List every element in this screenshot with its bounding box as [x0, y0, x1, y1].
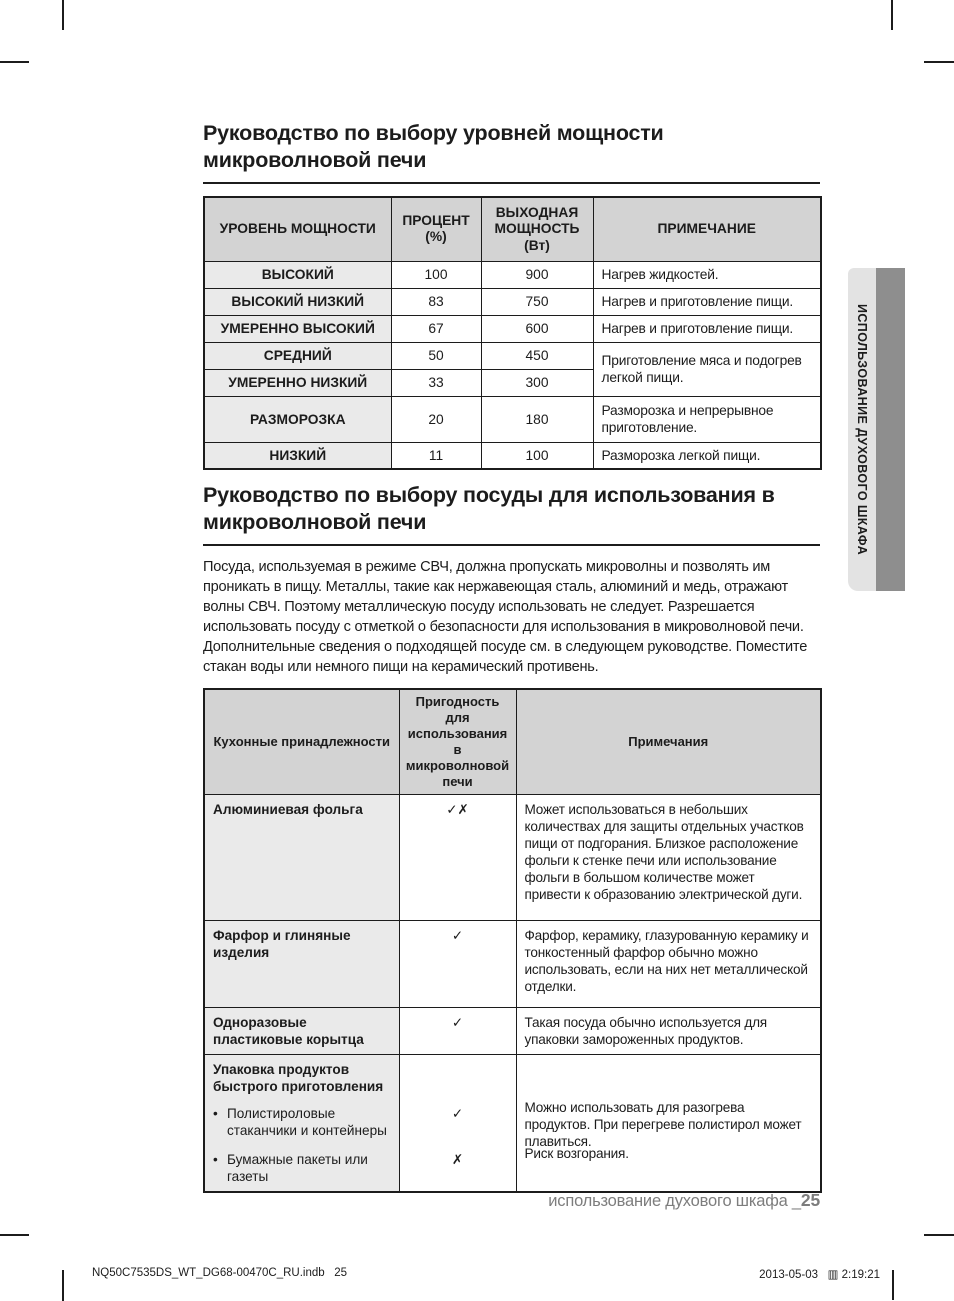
print-timestamp: 2013-05-03 ▥ 2:19:21: [759, 1269, 880, 1281]
power-level-cell: ВЫСОКИЙ НИЗКИЙ: [204, 288, 391, 315]
power-percent-cell: 33: [391, 369, 481, 396]
cookware-note-cell: Можно использовать для разогрева продуктов. При перегреве полистирол может плавиться.: [524, 1100, 802, 1149]
power-note-cell: Разморозка и непрерывное приготовление.: [593, 396, 821, 442]
crop-mark-bottom-left-h: [0, 1234, 29, 1236]
cookware-note-cell: Такая посуда обычно используется для упаковки замороженных продуктов.: [516, 1008, 821, 1055]
print-file-info: NQ50C7535DS_WT_DG68-00470C_RU.indb 25: [92, 1267, 348, 1279]
bullet-marker: •: [213, 1106, 218, 1121]
bullet-marker: •: [213, 1152, 218, 1167]
cookware-item-cell: Фарфор и глиняные изделия: [204, 921, 399, 1008]
suitability-mark: ✓: [399, 921, 516, 1008]
cookware-title-line2: микроволновой печи: [203, 510, 427, 534]
power-col-output-header: ВЫХОДНАЯ МОЩНОСТЬ (Вт): [481, 197, 593, 261]
table-row: [204, 261, 821, 288]
power-percent-cell: 83: [391, 288, 481, 315]
page-footer: [203, 1190, 820, 1211]
cookware-table-header-row: [204, 689, 821, 795]
cookware-intro-paragraph: Посуда, используемая в режиме СВЧ, должна пропускать микроволны и позволять им проникать в пищу. Металлы, такие как нержавеющая сталь, алюминий и медь, отражают волны СВЧ. Поэтому металлическую посуду использовать не следует. Разрешается использовать посуду с отметкой о безопасности для использования в микроволновой печи. Дополнительные сведения о подходящей посуде см. в следующем руководстве. Поместите стакан воды или немного пищи на керамический противень.: [203, 559, 808, 675]
spacer: [525, 1055, 813, 1099]
crop-mark-bottom-left-v: [62, 1270, 64, 1301]
suitability-mark: ✓✗: [399, 795, 516, 921]
cookware-col-suitability-header: Пригодность для использования в микроволновой печи: [399, 689, 516, 795]
crop-mark-top-right-v: [891, 0, 893, 30]
chapter-tab-strip: [876, 268, 905, 591]
cookware-title: [203, 482, 820, 546]
cookware-group-cell: [204, 1055, 399, 1193]
cookware-item-cell: Алюминиевая фольга: [204, 795, 399, 921]
power-level-cell: РАЗМОРОЗКА: [204, 396, 391, 442]
footer-chapter-label: использование духового шкафа _: [548, 1192, 801, 1210]
power-percent-cell: 100: [391, 261, 481, 288]
power-col-note-header: ПРИМЕЧАНИЕ: [593, 197, 821, 261]
spacer: [401, 1062, 515, 1106]
power-levels-title-line1: Руководство по выбору уровней мощности: [203, 121, 664, 145]
power-table-header-row: [204, 197, 821, 261]
power-watts-cell: 600: [481, 315, 593, 342]
cookware-group-item-label: Полистироловые стаканчики и контейнеры: [227, 1106, 387, 1138]
cookware-col-item-header: Кухонные принадлежности: [204, 689, 399, 795]
power-watts-cell: 450: [481, 342, 593, 369]
power-note-cell: Нагрев и приготовление пищи.: [593, 315, 821, 342]
cookware-note-cell: Риск возгорания.: [524, 1146, 629, 1161]
crop-mark-bottom-right-v: [892, 1270, 894, 1300]
power-note-cell: Нагрев и приготовление пищи.: [593, 288, 821, 315]
table-row: [204, 342, 821, 369]
cookware-note-cell: Может использоваться в небольших количествах для защиты отдельных участков пищи от подгорания. Близкое расположение фольги к стенке печи или использование фольги в большом количестве может привести к образованию электрической дуги.: [516, 795, 821, 921]
cookware-group-item-label: Бумажные пакеты или газеты: [227, 1152, 368, 1184]
power-watts-cell: 300: [481, 369, 593, 396]
footer-page-number: 25: [800, 1190, 820, 1210]
power-note-merged-cell: Приготовление мяса и подогрев легкой пищи.: [593, 342, 821, 396]
power-note-cell: Разморозка легкой пищи.: [593, 442, 821, 469]
cookware-table: [203, 688, 822, 1193]
power-level-cell: СРЕДНИЙ: [204, 342, 391, 369]
crop-mark-top-left-v: [62, 0, 64, 30]
power-levels-table: [203, 196, 822, 470]
table-row: [204, 396, 821, 442]
power-note-cell: Нагрев жидкостей.: [593, 261, 821, 288]
cookware-group-label: Упаковка продуктов быстрого приготовления: [213, 1062, 384, 1094]
power-watts-cell: 180: [481, 396, 593, 442]
table-row: [204, 921, 821, 1008]
power-level-cell: УМЕРЕННО ВЫСОКИЙ: [204, 315, 391, 342]
power-col-percent-header: ПРОЦЕНТ (%): [391, 197, 481, 261]
cookware-group-marks-cell: [399, 1055, 516, 1193]
suitability-mark: ✗: [451, 1152, 464, 1167]
power-level-cell: УМЕРЕННО НИЗКИЙ: [204, 369, 391, 396]
cookware-item-cell: Одноразовые пластиковые корытца: [204, 1008, 399, 1055]
power-percent-cell: 20: [391, 396, 481, 442]
power-watts-cell: 750: [481, 288, 593, 315]
table-row: [204, 1008, 821, 1055]
table-row: [204, 315, 821, 342]
suitability-mark: ✓: [451, 1106, 464, 1121]
table-row: [204, 795, 821, 921]
power-percent-cell: 50: [391, 342, 481, 369]
power-col-level-header: УРОВЕНЬ МОЩНОСТИ: [204, 197, 391, 261]
cookware-group-item: [213, 1105, 391, 1151]
chapter-tab-label: ИСПОЛЬЗОВАНИЕ ДУХОВОГО ШКАФА: [855, 303, 869, 556]
cookware-title-line1: Руководство по выбору посуды для использования в: [203, 483, 775, 507]
power-percent-cell: 67: [391, 315, 481, 342]
chapter-tab: [848, 268, 876, 591]
power-levels-title-line2: микроволновой печи: [203, 148, 427, 172]
cookware-col-notes-header: Примечания: [516, 689, 821, 795]
suitability-mark: ✓: [399, 1008, 516, 1055]
power-percent-cell: 11: [391, 442, 481, 469]
power-level-cell: ВЫСОКИЙ: [204, 261, 391, 288]
crop-mark-bottom-right-h: [924, 1234, 954, 1236]
power-levels-title: [203, 120, 820, 184]
crop-mark-top-left-h: [0, 61, 29, 63]
power-watts-cell: 900: [481, 261, 593, 288]
cookware-group-notes-cell: [516, 1055, 821, 1193]
power-watts-cell: 100: [481, 442, 593, 469]
power-level-cell: НИЗКИЙ: [204, 442, 391, 469]
crop-mark-top-right-h: [924, 61, 954, 63]
table-row-group: [204, 1055, 821, 1193]
table-row: [204, 288, 821, 315]
table-row: [204, 442, 821, 469]
cookware-group-item: [213, 1151, 391, 1185]
cookware-note-cell: Фарфор, керамику, глазурованную керамику и тонкостенный фарфор обычно можно использовать, если на них нет металлической отделки.: [516, 921, 821, 1008]
